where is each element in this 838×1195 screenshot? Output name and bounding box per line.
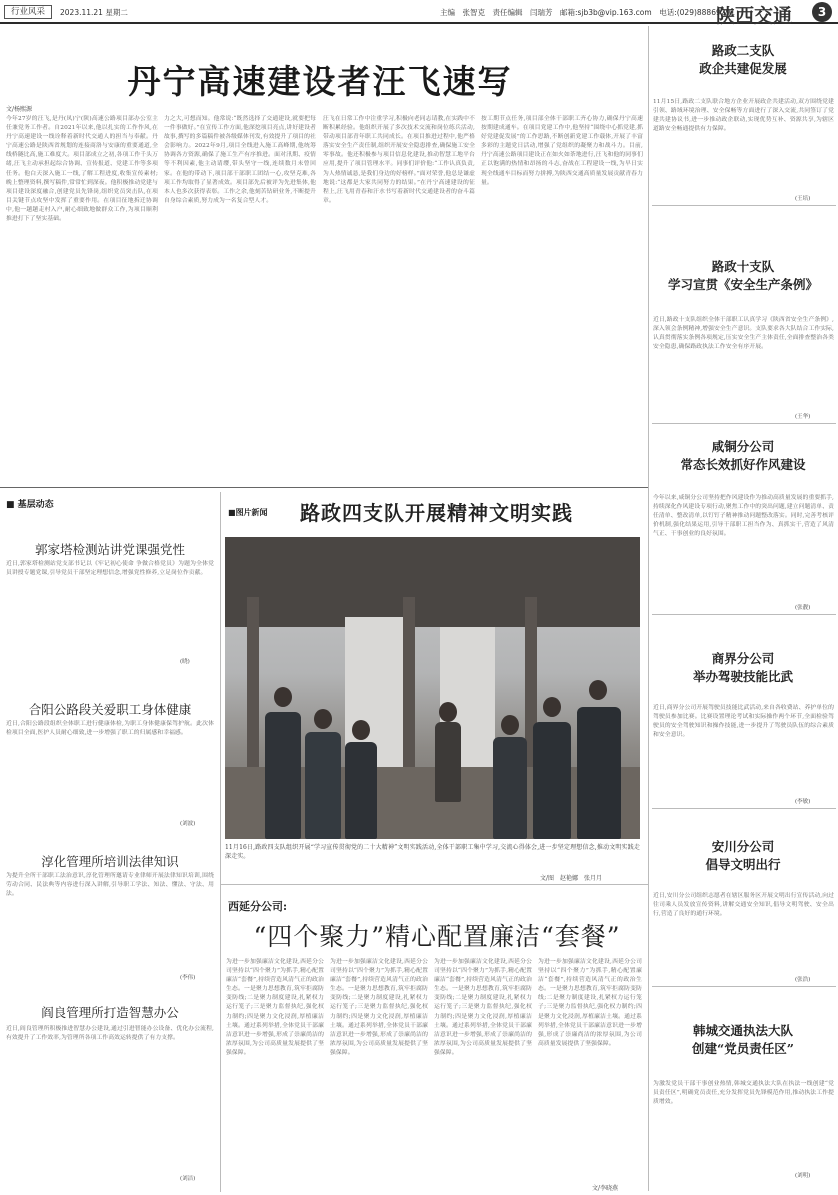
grassroots-byline: (刘波): [180, 821, 196, 827]
column-divider: [648, 26, 649, 1191]
brief-body: 近日,安川分公司组织志愿者在辖区服务区开展文明出行宣传活动,向过往司乘人员发放宣传资料,讲解交通安全知识,倡导文明驾驶、安全出行,营造了良好的通行环境。: [653, 893, 834, 918]
brief-title: 安川分公司 倡导文明出行: [705, 839, 781, 872]
photo-byline: 文/图 赵艳娜 张月月: [540, 875, 603, 882]
brief-body: 11月15日,路政二支队联合地方企业开展政企共建活动,双方围绕党建引领、路域环境治理、安全保畅等方面进行了深入交流,共同签订了党建共建协议书,进一步推动政企联动,实现优势互补、资源共享,为辖区道路安全畅通提供有力保障。: [653, 99, 834, 133]
photo-caption: 11月16日,路政四支队组织开展“学习宣传贯彻党的二十大精神”文明实践活动,全体干部职工集中学习,交流心得体会,进一步坚定理想信念,推动文明实践走深走实。: [225, 844, 640, 860]
grassroots-body: 近日,阎良管理所积极推进智慧办公建设,通过引进智能办公设备、优化办公流程,有效提升了工作效率,为管理所各项工作高效运转提供了有力支撑。: [6, 1026, 214, 1042]
brief-divider: [652, 808, 836, 809]
main-body-col3: 汪飞在日常工作中注重学习,积极向老同志请教,在实践中不断积累经验。他组织开展了多次技术交流和岗位练兵活动,带动项目部青年职工共同成长。在项目推进过程中,他严格落实安全生产责任制,组织开展安全隐患排查,确保施工安全零事故。他还积极参与项目信息化建设,推动智慧工地平台应用,提升了项目管理水平。同事们评价他:“工作认真负责,为人热情诚恳,是我们身边的好榜样。”面对荣誉,他总是谦虚地说:“这都是大家共同努力的结果。”在丹宁高速建设的征程上,汪飞用青春和汗水书写着新时代交通建设者的奋斗篇章。: [323, 116, 475, 204]
section-divider: [220, 884, 648, 885]
brief-title: 韩城交通执法大队 创建“党员责任区”: [692, 1023, 794, 1056]
grassroots-title: 淳化管理所培训法律知识: [41, 854, 179, 869]
main-body-col4: 按工期节点任务,项目部全体干部职工齐心协力,确保丹宁高速按期建成通车。在项目党建工作中,他坚持“围绕中心抓党建,抓好党建促发展”的工作思路,不断创新党建工作载体,开展了丰富多彩的主题党日活动,增强了党组织的凝聚力和战斗力。目前,丹宁高速公路项目建设正在如火如荼地进行,汪飞和他的同事们正以饱满的热情和昂扬的斗志,奋战在工程建设一线,为早日实现全线通车目标而努力拼搏,为陕西交通高质量发展贡献青春力量。: [481, 116, 643, 186]
bottom-byline: 文/李晓燕: [592, 1185, 619, 1192]
grassroots-title: 郭家塔检测站讲党课强党性: [34, 542, 185, 557]
brief-title: 商界分公司 举办驾驶技能比武: [692, 651, 793, 684]
photo-feature-title: 路政四支队开展精神文明实践: [300, 501, 573, 525]
newspaper-logo: 陕西交通: [716, 5, 793, 27]
brief-divider: [652, 205, 836, 206]
main-body-col1: 今年27岁的汪飞,是丹(凤)宁(陕)高速公路项目部办公室主任兼党务工作者。自2021年以来,他以扎实的工作作风,在丹宁高速建设一线诠释着新时代交通人的担当与奉献。丹宁高速公路是陕西省规划的连接商洛与安康的重要通道,全线桥隧比高,施工难度大。项目部成立之初,各项工作千头万绪,汪飞主动承担起综合协调、宣传报道、党建工作等多项任务。他白天深入施工一线,了解工程进度,收集宣传素材;晚上整理资料,撰写稿件,常常忙到深夜。他积极推动党建与项目建设深度融合,创建党员先锋岗,组织党员突击队,在项目关键节点攻坚中发挥了重要作用。在项目征地拆迁协调中,他一趟趟走村入户,耐心细致地做群众工作,为项目顺利推进打下了坚实基础。: [6, 116, 158, 223]
brief-divider: [652, 614, 836, 615]
issue-date: 2023.11.21 星期二: [60, 8, 128, 17]
main-body-col2: 力之大,可想而知。他常说:“既然选择了交通建设,就要把每一件事做好。”在宣传工作方面,他深挖项目亮点,讲好建设者故事,撰写的多篇稿件被各级媒体刊发,有效提升了项目的社会影响力。2022年9月,项目全线进入施工高峰期,他统筹协调各方资源,确保了施工生产有序推进。面对汛期、疫情等不利因素,他主动请缨,带头坚守一线,连续数月未曾回家。在他的带动下,项目部干部职工团结一心,攻坚克难,各项工作均取得了显著成效。项目部先后被评为先进集体,他本人也多次获得表彰。工作之余,他刻苦钻研业务,不断提升自身综合素质,努力成为一名复合型人才。: [164, 116, 316, 204]
grassroots-body: 近日,郭家塔检测站党支部书记以《牢记初心使命 争做合格党员》为题为全体党员讲授专题党课,引导党员干部坚定理想信念,增强党性修养,立足岗位作贡献。: [6, 561, 214, 577]
brief-title: 咸铜分公司 常态长效抓好作风建设: [680, 439, 806, 472]
section-tag: 行业风采: [4, 5, 52, 19]
brief-body: 为激发党员干部干事创业热情,韩城交通执法大队在执法一线创建“党员责任区”,明确党员责任,充分发挥党员先锋模范作用,推动执法工作提质增效。: [653, 1081, 834, 1106]
grassroots-body: 近日,合阳公路段组织全体职工进行健康体检,为职工身体健康保驾护航。此次体检项目全面,医护人员耐心细致,进一步增强了职工的归属感和幸福感。: [6, 721, 214, 737]
brief-divider: [652, 423, 836, 424]
photo-news-label: ■图片新闻: [228, 508, 268, 517]
bottom-body-col3: 为进一步加强廉洁文化建设,西延分公司坚持以“四个聚力”为抓手,精心配置廉洁“套餐”,持续营造风清气正的政治生态。一是聚力思想教育,筑牢拒腐防变防线;二是聚力制度建设,扎紧权力运行笼子;三是聚力监督执纪,强化权力制约;四是聚力文化浸润,厚植廉洁土壤。通过系列举措,全体党员干部廉洁意识进一步增强,形成了崇廉尚洁的浓厚氛围,为公司高质量发展提供了坚强保障。: [434, 959, 532, 1056]
bottom-kicker: 西延分公司:: [228, 900, 288, 913]
photo-ceremony: [225, 537, 640, 839]
brief-byline: (王培): [795, 196, 811, 202]
page-header: [0, 0, 838, 27]
bottom-body-col4: 为进一步加强廉洁文化建设,西延分公司坚持以“四个聚力”为抓手,精心配置廉洁“套餐”,持续营造风清气正的政治生态。一是聚力思想教育,筑牢拒腐防变防线;二是聚力制度建设,扎紧权力运行笼子;三是聚力监督执纪,强化权力制约;四是聚力文化浸润,厚植廉洁土壤。通过系列举措,全体党员干部廉洁意识进一步增强,形成了崇廉尚洁的浓厚氛围,为公司高质量发展提供了坚强保障。: [538, 959, 642, 1047]
grassroots-byline: (李伟): [180, 975, 196, 981]
brief-divider: [652, 986, 836, 987]
page-number: 3: [812, 2, 832, 22]
brief-byline: (李敏): [795, 799, 811, 805]
grassroots-section-label: ■ 基层动态: [6, 500, 54, 510]
brief-body: 近日,商界分公司开展驾驶员技能比武活动,来自各收费站、养护单位的驾驶员参加比赛。比赛设置理论考试和实际操作两个环节,全面检验驾驶员的安全驾驶知识和操作技能,进一步提升了驾驶员队伍的综合素质和安全意识。: [653, 705, 834, 739]
brief-title: 路政二支队 政企共建促发展: [699, 43, 787, 76]
column-divider: [220, 492, 221, 1192]
grassroots-byline: (刘洁): [180, 1176, 196, 1182]
brief-byline: (刘明): [795, 1173, 811, 1179]
grassroots-title: 合阳公路段关爱职工身体健康: [28, 702, 192, 717]
bottom-headline: “四个聚力”精心配置廉洁“套餐”: [253, 922, 621, 951]
grassroots-byline: (晓): [180, 659, 190, 665]
section-divider: [0, 487, 648, 488]
main-byline: 文/杨熙源: [6, 106, 33, 113]
grassroots-title: 阎良管理所打造智慧办公: [41, 1005, 179, 1020]
brief-title: 路政十支队 学习宣贯《安全生产条例》: [667, 259, 818, 292]
grassroots-body: 为提升全所干部职工法治意识,淳化管理所邀请专业律师开展法律知识培训,围绕劳动合同、民法典等内容进行深入讲解,引导职工学法、知法、懂法、守法、用法。: [6, 873, 214, 898]
bottom-body-col1: 为进一步加强廉洁文化建设,西延分公司坚持以“四个聚力”为抓手,精心配置廉洁“套餐”,持续营造风清气正的政治生态。一是聚力思想教育,筑牢拒腐防变防线;二是聚力制度建设,扎紧权力运行笼子;三是聚力监督执纪,强化权力制约;四是聚力文化浸润,厚植廉洁土壤。通过系列举措,全体党员干部廉洁意识进一步增强,形成了崇廉尚洁的浓厚氛围,为公司高质量发展提供了坚强保障。: [226, 959, 324, 1056]
brief-byline: (张靓): [795, 605, 811, 611]
brief-body: 今年以来,咸铜分公司坚持把作风建设作为推动高质量发展的重要抓手,持续深化作风建设专项行动,聚焦工作中的突出问题,建立问题清单、责任清单、整改清单,以钉钉子精神推动问题整改落实。同时,完善考核评价机制,强化结果运用,引导干部职工担当作为、真抓实干,营造了风清气正、干事创业的良好氛围。: [653, 495, 834, 538]
brief-byline: (张浩): [795, 977, 811, 983]
brief-byline: (王华): [795, 414, 811, 420]
brief-body: 近日,路政十支队组织全体干部职工认真学习《陕西省安全生产条例》,深入领会条例精神,增强安全生产意识。支队要求各大队结合工作实际,认真贯彻落实条例各项规定,压实安全生产主体责任,全面排查整治各类安全隐患,确保路政执法工作安全有序开展。: [653, 317, 834, 351]
main-headline: 丹宁高速建设者汪飞速写: [127, 62, 513, 101]
editor-info: 主编 张智克 责任编辑 闫瑞芳 邮箱:sjb3b@vip.163.com 电话:(029)88869291: [440, 8, 736, 17]
bottom-body-col2: 为进一步加强廉洁文化建设,西延分公司坚持以“四个聚力”为抓手,精心配置廉洁“套餐”,持续营造风清气正的政治生态。一是聚力思想教育,筑牢拒腐防变防线;二是聚力制度建设,扎紧权力运行笼子;三是聚力监督执纪,强化权力制约;四是聚力文化浸润,厚植廉洁土壤。通过系列举措,全体党员干部廉洁意识进一步增强,形成了崇廉尚洁的浓厚氛围,为公司高质量发展提供了坚强保障。: [330, 959, 428, 1056]
